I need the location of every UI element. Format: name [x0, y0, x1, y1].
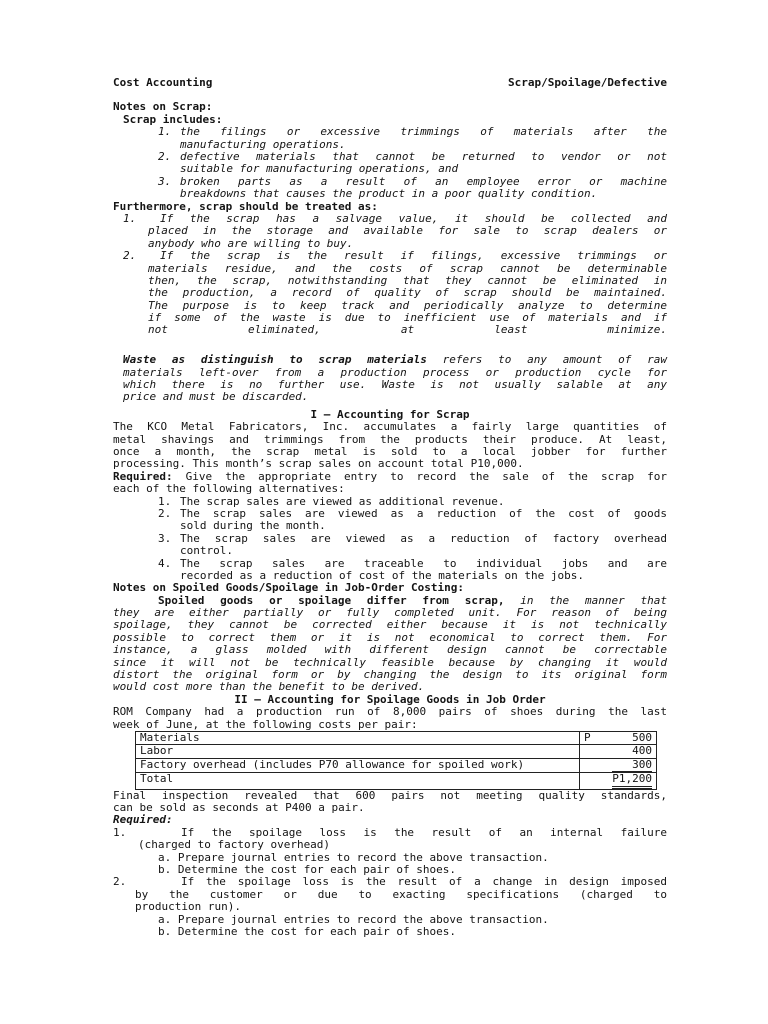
question-2: 2. If the spoilage loss is the result of a change in design imposed by the customer or due to exacting specifications (charged to production run). a. Prepare journal entries to record the above transaction. b. Determine the cost for each pair of shoes. [113, 875, 667, 938]
question-1: 1. If the spoilage loss is the result of an internal failure (charged to factory overhead) a. Prepare journal entries to record the above transaction. b. Determine the cost for each pair of shoes. [113, 825, 667, 876]
section-1-required: Required: Give the appropriate entry to record the sale of the scrap for [113, 469, 667, 483]
section-2-required: Required: [113, 813, 173, 827]
section-1-title: I – Accounting for Scrap [310, 407, 470, 421]
list-item: 3. broken parts as a result of an employee error or machine breakdowns that causes the product in a poor quality condition. [158, 174, 667, 201]
list-item: 3. The scrap sales are viewed as a reduction of factory overhead control. [158, 531, 667, 558]
header-left: Cost Accounting [113, 76, 213, 89]
table-row: Total P1,200 [136, 773, 657, 789]
page-header [113, 77, 667, 89]
table-row: Materials P 500 [136, 731, 657, 744]
header-right: Scrap/Spoilage/Defective [508, 76, 667, 89]
scrap-includes-label: Scrap includes: [123, 112, 223, 126]
list-item: 1. The scrap sales are viewed as additional revenue. [158, 494, 505, 508]
document-page: Cost Accounting Scrap/Spoilage/Defective Notes on Scrap: Scrap includes: 1. the filings or excessive trimmings of materials after the manufacturing operations. 2. defective materials that cannot be returned to vendor or not suitable for manufacturing operations, and 3. broken parts as a result of an employee error or machine breakdowns that causes the product in a poor quality condition. Furthermore, scrap should be treated as: 1. If the scrap has a salvage value, it should be collected and placed in the storage and available for sale to scrap dealers or anybody who are willing to buy. 2. If the scrap is the result if filings, excessive trimmings or materials residue, and the costs of scrap cannot be determinable then, the scrap, notwithstanding that they cannot be eliminated in the production, a record of quality of scrap should be maintained. The purpose is to keep track and periodically analyze to determine if some of the waste is due to inefficient use of materials and if not eliminated, at least minimize. Waste as distinguish to scrap materials refers to any amount of raw materials left-over from a production process or production cycle for which there is no further use. Waste is not usually salable at any price and must be discarded. I – Accounting for Scrap The KCO Metal Fabricators, Inc. accumulates a fairly large quantities of metal shavings and trimmings from the products their produce. At least, once a month, the scrap metal is sold to a local jobber for further processing. This month’s scrap sales on account total P10,000. Required: Give the appropriate entry to record the sale of the scrap for each of the following alternatives: 1. The scrap sales are viewed as additional revenue. 2. The scrap sales are viewed as a reduction of the cost of goods sold during the month. 3. The scrap sales are viewed as a reduction of factory overhead control. 4. The scrap sales are traceable to individual jobs and are recorded as a reduction of cost of the materials on the jobs. Notes on Spoiled Goods/Spoilage in Job-Order Costing: Spoiled goods or spoilage differ from scrap, in the manner that they are either partially or fully completed unit. For reason of being spoilage, they cannot be corrected either because it is not technically possible to correct them or it is not economical to correct them. For instance, a glass molded with different design cannot be correctable since it will not be technically feasible because by changing it would distort the original form or by changing the design to its original form would cost more than the benefit to be derived. II – Accounting for Spoilage Goods in Job Order ROM Company had a production run of 8,000 pairs of shoes during the last week of June, at the following costs per pair: Materials P 500 Labor 400 Factory overhead (includes P70 allowance for spoiled work) 300 Total P1,200 Final inspection revealed that 600 pairs not meeting quality standards, can be sold as seconds at P400 a pair. Required: 1. If the spoilage loss is the result of an internal failure (charged to factory overhead) a. Prepare journal entries to record the above transaction. b. Determine the cost for each pair of shoes. 2. If the spoilage loss is the result of a change in design imposed by the customer or due to exacting specifications (charged to production run). a. Prepare journal entries to record the above transaction. b. Determine the cost for each pair of shoes. [113, 76, 668, 938]
table-row: Labor 400 [136, 745, 657, 758]
list-item: 2. defective materials that cannot be returned to vendor or not suitable for manufacturing operations, and [158, 149, 667, 176]
cost-table [135, 731, 657, 790]
treatment-item-1: 1. If the scrap has a salvage value, it should be collected and placed in the storage and available for sale to scrap dealers or anybody who are willing to buy. [123, 211, 667, 250]
list-item: 1. the filings or excessive trimmings of materials after the manufacturing operations. [158, 125, 667, 151]
treatment-item-2: 2. If the scrap is the result if filings, excessive trimmings or materials residue, and the costs of scrap cannot be determinable then, the scrap, notwithstanding that they cannot be eliminated in the production, a record of quality of scrap should be maintained. The purpose is to keep track and periodically analyze to determine if some of the waste is due to inefficient use of materials and if not eliminated, at least minimize. [123, 249, 667, 337]
waste-definition: Waste as distinguish to scrap materials refers to any amount of raw materials left-over from a production process or production cycle for which there is no further use. Waste is not usually salable at any price and must be discarded. [123, 353, 668, 404]
table-row: Factory overhead (includes P70 allowance for spoiled work) 300 [136, 758, 657, 772]
furthermore-heading: Furthermore, scrap should be treated as: [113, 199, 378, 213]
scrap-notes-title: Notes on Scrap: [113, 100, 213, 114]
list-item: 2. The scrap sales are viewed as a reduction of the cost of goods sold during the month. [158, 506, 667, 533]
list-item: 4. The scrap sales are traceable to individual jobs and are recorded as a reduction of cost of the materials on the jobs. [158, 556, 667, 582]
section-2-title: II – Accounting for Spoilage Goods in Job Order [234, 692, 546, 706]
spoiled-notes-title: Notes on Spoiled Goods/Spoilage in Job-Order Costing: [113, 581, 464, 595]
